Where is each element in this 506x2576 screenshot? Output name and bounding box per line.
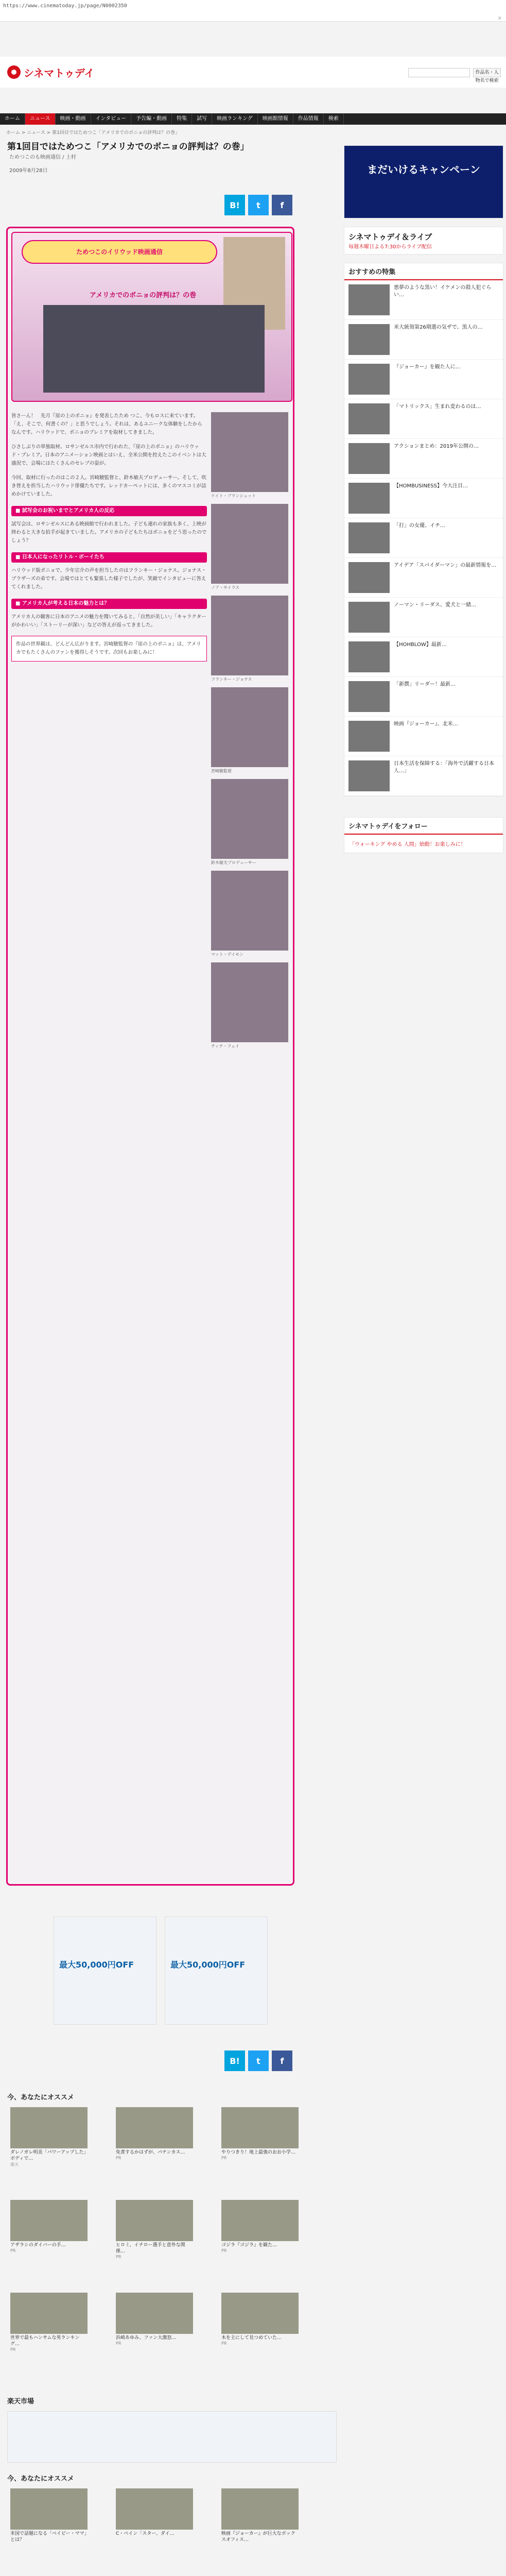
recommend-sponsor: PR [10, 2347, 16, 2352]
hero-caption: アメリカでのボニョの評判は？の巻 [90, 292, 197, 299]
feature-title[interactable]: ノーマン・リーダス、愛犬と一緒… [394, 602, 476, 608]
recommend-thumbnail[interactable] [221, 2293, 299, 2334]
breadcrumb: ホーム > ニュース > 第1回目ではためつこ「アメリカでのボニョの評判は？の巻」 [6, 130, 180, 135]
nav-item[interactable]: 試写 [192, 113, 212, 125]
feature-title[interactable]: 米大統領第26期選の気ザで、黒人の… [394, 325, 483, 330]
recommend-heading: 今、あなたにオススメ [7, 2094, 74, 2102]
feature-title[interactable]: 【HOMBUSINESS】今大注目… [394, 483, 468, 489]
ad-title: 最大50,000円OFF [170, 1960, 246, 1970]
nav-item[interactable]: ホーム [0, 113, 25, 125]
features-block [344, 263, 503, 796]
feature-item[interactable] [344, 756, 503, 796]
recommend-sponsor: PR [10, 2248, 16, 2253]
photo-caption: 鈴木敏夫プロデューサー [211, 860, 256, 865]
feature-item[interactable] [344, 399, 503, 439]
search-button[interactable]: 作品名・人物名で検索 [473, 68, 501, 77]
recommend-card[interactable] [221, 2107, 299, 2160]
live-desc: 毎週木曜日よる7:30からライブ配信 [348, 244, 432, 250]
recommend-thumbnail[interactable] [10, 2107, 88, 2148]
feature-item[interactable] [344, 518, 503, 558]
photo-caption: ノア・サイラス [211, 585, 240, 590]
recommend-title[interactable]: やりつきり！地上最強のおお小学… [221, 2150, 296, 2155]
side-ad-top[interactable] [344, 145, 503, 218]
twitter-share-button[interactable]: t [248, 2050, 269, 2071]
close-icon[interactable]: × [497, 15, 502, 21]
feature-thumbnail[interactable] [348, 562, 390, 593]
page-title: 第1回目ではためつこ「アメリカでのボニョの評判は？の巻」 [7, 142, 249, 152]
feature-item[interactable] [344, 598, 503, 637]
features-heading: おすすめの特集 [344, 263, 503, 280]
feature-thumbnail[interactable] [348, 403, 390, 434]
nav-item[interactable]: 作品情報 [293, 113, 324, 125]
twitter-share-button[interactable]: t [248, 195, 269, 215]
feature-thumbnail[interactable] [348, 324, 390, 355]
photo-caption: 宮崎駿監督 [211, 769, 232, 773]
recommend-card[interactable] [221, 2293, 299, 2346]
recommend-sponsor: PR [116, 2156, 121, 2160]
feature-title[interactable]: 「打」の女優、イチ… [394, 523, 445, 529]
recommend-title[interactable]: 世界で最もハンサムな男ランキング… [10, 2335, 80, 2347]
feature-item[interactable] [344, 677, 503, 717]
follow-desc: 「ウォーキング やめる 人間」始動！お楽しみに！ [350, 842, 466, 848]
recommend-title[interactable]: 木を主にして見つめていた… [221, 2335, 282, 2341]
recommend-thumbnail[interactable] [10, 2200, 88, 2241]
ad-title: 最大50,000円OFF [59, 1960, 134, 1970]
recommend-title[interactable]: ダレノガレ明美「パワーアップした」ボディで… [10, 2150, 86, 2161]
feature-thumbnail[interactable] [348, 364, 390, 395]
recommend-sponsor: PR [221, 2248, 227, 2253]
recommend-thumbnail[interactable] [116, 2293, 193, 2334]
facebook-share-button[interactable]: f [272, 195, 292, 215]
nav-item[interactable]: 映画・動画 [56, 113, 91, 125]
feature-thumbnail[interactable] [348, 443, 390, 474]
share-bar [224, 195, 292, 215]
side-ad-title: まだいけるキャンペーン [367, 163, 480, 176]
feature-thumbnail[interactable] [348, 760, 390, 791]
recommend-title[interactable]: アザラシのダイバーの手… [10, 2243, 66, 2248]
recommend-sponsor: PR [221, 2156, 227, 2160]
recommend-card[interactable] [10, 2107, 88, 2167]
recommend-thumbnail[interactable] [221, 2488, 299, 2530]
recommend-thumbnail[interactable] [10, 2488, 88, 2530]
photo-caption: ティナ・フェイ [211, 1044, 239, 1048]
recommend-card[interactable] [116, 2107, 193, 2160]
feature-title[interactable]: 映画『ジョーカー』、北米… [394, 721, 458, 727]
recommend-card[interactable] [116, 2488, 193, 2537]
live-title: シネマトゥデイ＆ライブ [348, 232, 432, 242]
feature-item[interactable] [344, 637, 503, 677]
feature-title[interactable]: 【HOHBLOW】最新… [394, 642, 447, 648]
recommend-sponsor: PR [221, 2341, 227, 2346]
feature-title[interactable]: 悪夢のような黒い！イケメンの殺人犯ぐらい… [394, 285, 492, 298]
site-name: シネマトゥデイ [24, 66, 95, 79]
article-photo[interactable] [211, 962, 288, 1042]
article-photo-column [211, 412, 288, 1054]
rakuten-products[interactable] [7, 2411, 337, 2463]
recommend-heading-2: 今、あなたにオススメ [7, 2475, 74, 2483]
feature-thumbnail[interactable] [348, 721, 390, 752]
article-photo[interactable] [211, 596, 288, 675]
follow-heading: シネマトゥデイをフォロー [344, 818, 503, 835]
browser-topbar [0, 0, 506, 22]
article-photo[interactable] [211, 687, 288, 767]
recommend-sponsor: PR [116, 2255, 121, 2259]
nav-item[interactable]: 予告編・動画 [131, 113, 172, 125]
section-text: 試写会は、ロサンゼルスにある映画館で行われました。子ども連れの家族も多く、上映が終わると大きな拍手が起きていました。アメリカの子どもたちはポニョをどう思ったのでしょう？ [11, 521, 207, 544]
site-header [0, 57, 506, 88]
photo-caption: ケイト・ブランシェット [211, 494, 256, 498]
feature-thumbnail[interactable] [348, 602, 390, 633]
article-photo[interactable] [211, 504, 288, 584]
recommend-thumbnail[interactable] [116, 2200, 193, 2241]
ad-banner-right[interactable] [165, 1917, 268, 2025]
feature-title[interactable]: アクションまとめ：2019年公開の… [394, 444, 479, 449]
article-subtitle: ためつこのも映画通信 / 上村 [9, 155, 76, 160]
recommend-thumbnail[interactable] [116, 2107, 193, 2148]
recommend-card[interactable] [10, 2200, 88, 2253]
recommend-card[interactable] [221, 2488, 299, 2543]
feature-item[interactable] [344, 280, 503, 320]
nav-item[interactable]: 映画館情報 [258, 113, 293, 125]
section-text: ハリウッド版ポニョで、少年宗介の声を担当したのはフランキー・ジョナス。ジョナス・ブラザーズの弟です。会場ではとても緊張した様子でしたが、笑顔でインタビューに答えてくれました。 [11, 568, 206, 590]
feature-title[interactable]: 「マトリックス」生まれ変わるのは… [394, 404, 481, 410]
feature-item[interactable] [344, 558, 503, 598]
hatena-bookmark-button[interactable]: B! [224, 195, 245, 215]
global-nav [0, 113, 506, 125]
recommend-thumbnail[interactable] [10, 2293, 88, 2334]
recommend-card[interactable] [116, 2200, 193, 2259]
article-date: 2009年8月28日 [9, 168, 48, 174]
url-bar[interactable]: https://www.cinematoday.jp/page/N0002350 [3, 3, 127, 9]
feature-item[interactable] [344, 320, 503, 360]
side-live-banner[interactable] [344, 227, 503, 255]
rakuten-heading: 楽天市場 [7, 2398, 34, 2405]
facebook-share-button[interactable]: f [272, 2050, 292, 2071]
feature-title[interactable]: 「新撰」リーダー！最新… [394, 682, 456, 687]
recommend-card[interactable] [221, 2200, 299, 2253]
article-body [11, 412, 207, 668]
feature-item[interactable] [344, 479, 503, 518]
recommend-title[interactable]: 免責するかはずが、パチンカス… [116, 2150, 185, 2155]
recommend-card[interactable] [116, 2293, 193, 2346]
hero-group-photo [43, 305, 265, 393]
feature-item[interactable] [344, 360, 503, 399]
feature-title[interactable]: アイデア「スパイダーマン」の最新情報を… [394, 563, 497, 568]
article-paragraph: ひさしぶりの単独取材。ロサンゼルス市内で行われた、『崖の上のポニョ』のハリウッド・プレミア。日本のアニメーション映画とはいえ、全米公開を控えたこのイベントは大盛況で、会場にはたくさんのセレブの姿が。 [11, 444, 206, 466]
sidebar [344, 135, 503, 861]
photo-caption: フランキー・ジョナス [211, 677, 252, 682]
nav-item[interactable]: インタビュー [91, 113, 132, 125]
section-heading: ■ 日本人になったリトル・ボーイたち [11, 552, 207, 563]
section-text: アメリカ人の観客に日本のアニメの魅力を聞いてみると、「自然が美しい」「キャラクターがかわいい」「ストーリーが深い」などの答えが返ってきました。 [11, 614, 206, 628]
site-logo[interactable] [7, 65, 95, 79]
recommend-thumbnail[interactable] [221, 2107, 299, 2148]
search-input[interactable] [408, 68, 470, 77]
recommend-title[interactable]: 映画『ジョーカー』が巨大なボックスオフィス… [221, 2531, 295, 2543]
section-heading: ■ 試写会のお祝いまでとアメリカ人の反応 [11, 506, 207, 516]
nav-item[interactable]: ニュース [25, 113, 56, 125]
nav-item[interactable]: 映画ランキング [212, 113, 258, 125]
hatena-bookmark-button[interactable]: B! [224, 2050, 245, 2071]
article-photo[interactable] [211, 871, 288, 951]
nav-item[interactable]: 検索 [324, 113, 344, 125]
feature-thumbnail[interactable] [348, 681, 390, 712]
feature-item[interactable] [344, 717, 503, 756]
recommend-sponsor: 楽天 [10, 2162, 19, 2167]
feature-title[interactable]: 『ジョーカー』を観た人に… [394, 364, 461, 370]
article-photo[interactable] [211, 779, 288, 859]
recommend-title[interactable]: ヒロミ、イチロー選手と意外な関係… [116, 2243, 185, 2254]
feature-thumbnail[interactable] [348, 641, 390, 672]
share-bar-bottom [224, 2050, 292, 2071]
recommend-card[interactable] [10, 2293, 88, 2352]
feature-thumbnail[interactable] [348, 483, 390, 514]
hero-image [11, 232, 292, 402]
recommend-title[interactable]: 浜崎あゆみ、ファン大激怒… [116, 2335, 177, 2341]
recommend-title[interactable]: ゴジラ『ゴジラ』を観た… [221, 2243, 277, 2248]
recommend-thumbnail[interactable] [221, 2200, 299, 2241]
feature-thumbnail[interactable] [348, 284, 390, 315]
follow-block [344, 817, 503, 853]
recommend-thumbnail[interactable] [116, 2488, 193, 2530]
feature-title[interactable]: 日本生活を保障する：「海外で活躍する日本人…」 [394, 761, 494, 774]
recommend-card[interactable] [10, 2488, 88, 2543]
logo-mark-icon [7, 65, 21, 79]
recommend-title[interactable]: 米国で話題になる「ベイビー・ママ」とは？ [10, 2531, 87, 2543]
recommend-sponsor: PR [116, 2341, 121, 2346]
feature-thumbnail[interactable] [348, 522, 390, 553]
photo-caption: マット・デイモン [211, 952, 244, 957]
article-photo[interactable] [211, 412, 288, 492]
nav-item[interactable]: 特集 [172, 113, 192, 125]
recommend-title[interactable]: C・ベイン「スター、ダイ… [116, 2531, 175, 2536]
article-note-box: 作品の世界観は、どんどん広がります。宮崎駿監督の『崖の上のポニョ』は、アメリカでもたくさんのファンを獲得しそうです。次回もお楽しみに！ [11, 636, 207, 662]
feature-item[interactable] [344, 439, 503, 479]
hero-banner: ためつこのイリウッド映画通信 [22, 240, 217, 264]
article-paragraph: 今回、取材に行ったのはこの２人。宮崎駿監督と、鈴木敏夫プロデューサー。そして、吹き替えを担当したハリウッド俳優たちです。レッドカーペットには、多くのマスコミが詰めかけていました。 [11, 475, 207, 497]
article-paragraph: 皆さーん！ 先月『崖の上のポニョ』を発表したため つこ、今もロスに来ています。「え、そこで、何書くの？」と思うでしょう。それは、あるユニークな体験をしたからなんです。ハリウッドで、ポニョのプレミアを取材してきました。 [11, 413, 202, 435]
ad-banner-left[interactable] [54, 1917, 156, 2025]
section-heading: ■ アメリカ人が考える日本の魅力とは？ [11, 599, 207, 609]
